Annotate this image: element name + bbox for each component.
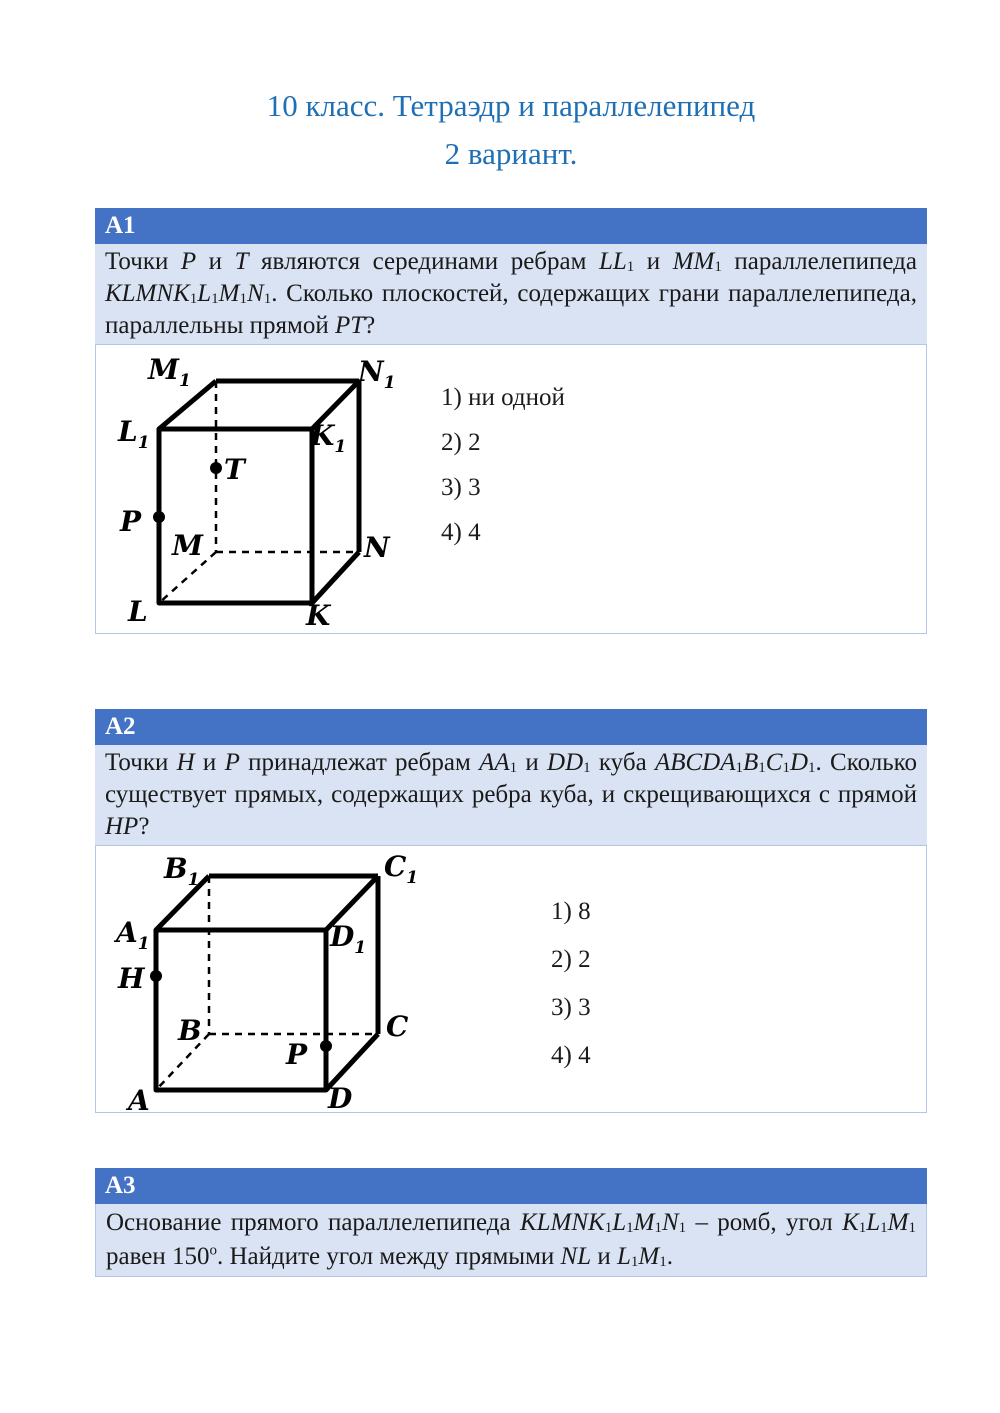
label-k1: $K_1$ xyxy=(310,419,347,457)
label-p: P xyxy=(120,505,142,538)
option: 1) 8 xyxy=(551,898,591,925)
label-n: N xyxy=(364,531,390,564)
task-question: Основание прямого параллелепипеда $KLMNK_1L_1M_1N_1$ – ромб, угол $K_1L_1M_1$ равен 150$^o$. Найдите угол между прямыми NL и $L_1M_1$. xyxy=(95,1204,927,1277)
label-m1: $M_1$ xyxy=(148,353,191,391)
parallelepiped-figure xyxy=(106,345,426,630)
task-a1 xyxy=(95,208,927,634)
label-b: B xyxy=(178,1014,202,1047)
task-answer-panel xyxy=(95,845,927,1116)
label-d: D xyxy=(328,1082,353,1115)
label-p: P xyxy=(286,1038,308,1071)
task-header: A1 xyxy=(95,208,927,244)
option: 4) 4 xyxy=(551,1042,591,1069)
title-line-1: 10 класс. Тетраэдр и параллелепипед xyxy=(266,88,756,123)
option: 2) 2 xyxy=(441,429,481,456)
page-title xyxy=(0,82,1000,178)
task-a3 xyxy=(95,1168,927,1277)
label-b1: $B_1$ xyxy=(164,852,200,890)
options-list xyxy=(441,375,565,555)
option: 1) ни одной xyxy=(441,384,565,411)
label-a: A xyxy=(128,1084,150,1116)
task-header: A3 xyxy=(95,1168,927,1204)
option: 3) 3 xyxy=(441,474,481,501)
cube-figure xyxy=(106,846,426,1116)
label-c1: $C_1$ xyxy=(384,850,419,888)
label-c: C xyxy=(386,1010,409,1043)
point-p xyxy=(320,1040,332,1052)
task-question: Точки P и T являются серединами ребрам $LL_1$ и $MM_1$ параллелепипеда $KLMNK_1L_1M_1N_1$. Сколько плоскостей, содержащих грани параллелепипеда, параллельны прямой PT? xyxy=(95,244,927,344)
label-n1: $N_1$ xyxy=(358,355,396,393)
task-a2 xyxy=(95,709,927,1116)
label-d1: $D_1$ xyxy=(330,920,367,958)
task-question: Точки H и P принадлежат ребрам $AA_1$ и $DD_1$ куба $ABCDA_1B_1C_1D_1$. Сколько существует прямых, содержащих ребра куба, и скрещивающихся с прямой HP? xyxy=(95,745,927,845)
label-l1: $L_1$ xyxy=(118,415,150,453)
label-a1: $A_1$ xyxy=(116,916,150,954)
label-t: T xyxy=(224,453,245,486)
label-h: H xyxy=(118,962,145,995)
point-h xyxy=(150,970,162,982)
options-list xyxy=(551,888,591,1080)
option: 3) 3 xyxy=(551,994,591,1021)
title-line-2: 2 вариант. xyxy=(444,136,578,171)
option: 2) 2 xyxy=(551,946,591,973)
point-p xyxy=(153,511,165,523)
task-header: A2 xyxy=(95,709,927,745)
label-l: L xyxy=(128,595,148,628)
task-answer-panel xyxy=(95,344,927,634)
option: 4) 4 xyxy=(441,519,481,546)
label-m: M xyxy=(172,529,203,562)
label-k: K xyxy=(306,599,331,630)
point-t xyxy=(210,462,222,474)
